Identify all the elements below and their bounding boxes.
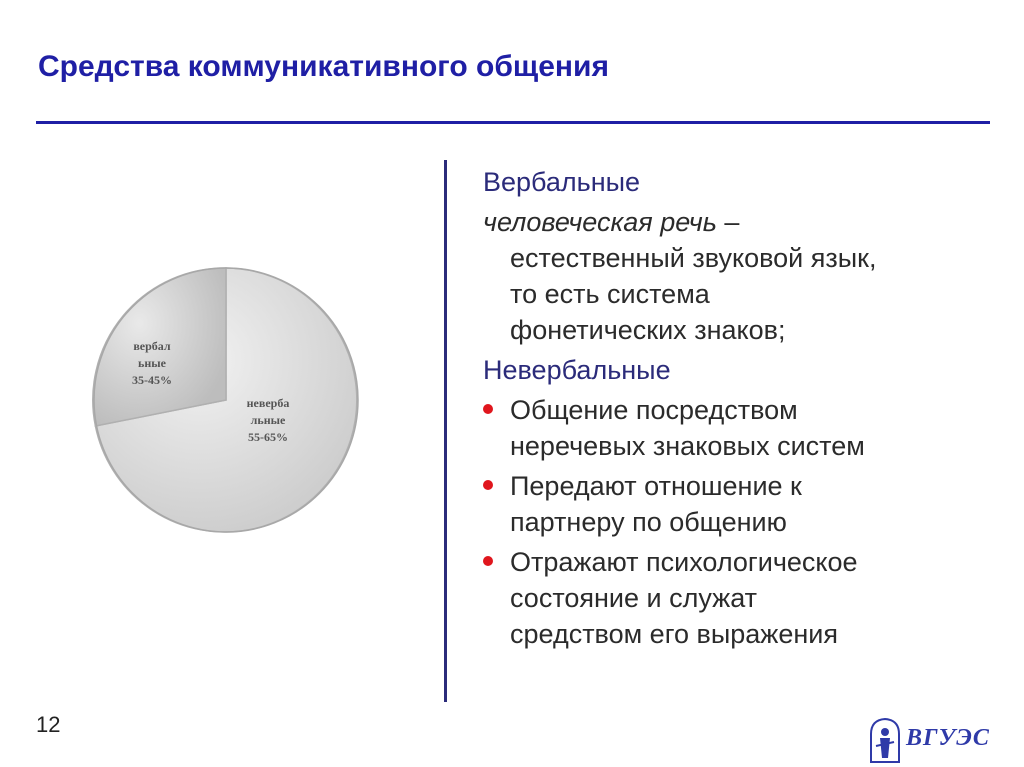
verbal-def-line: естественный звуковой язык, <box>510 243 877 273</box>
verbal-heading: Вербальные <box>483 167 641 197</box>
content-divider <box>444 160 447 702</box>
list-item-line: Отражают психологическое <box>510 547 858 577</box>
pie-label-verbal-3: 35-45% <box>132 373 172 387</box>
verbal-def-line: то есть система <box>510 279 710 309</box>
list-item-line: Общение посредством <box>510 395 798 425</box>
verbal-definition <box>483 204 1003 348</box>
list-item-line: средством его выражения <box>510 619 838 649</box>
list-item-line: состояние и служат <box>510 583 758 613</box>
list-item-line: партнеру по общению <box>510 507 787 537</box>
pie-label-nonverbal-2: льные <box>250 413 286 427</box>
university-logo <box>866 716 996 764</box>
nonverbal-heading: Невербальные <box>483 355 671 385</box>
page-number: 12 <box>36 712 61 737</box>
list-item-line: Передают отношение к <box>510 471 802 501</box>
bullet-icon <box>483 404 493 414</box>
verbal-term: человеческая речь <box>483 207 717 237</box>
pie-chart <box>92 266 360 534</box>
title-underline <box>36 121 990 124</box>
list-item <box>483 392 1003 464</box>
verbal-def-line: фонетических знаков; <box>510 315 786 345</box>
pie-label-verbal-2: ьные <box>138 356 166 370</box>
list-item <box>483 468 1003 540</box>
bullet-icon <box>483 480 493 490</box>
list-item-line: неречевых знаковых систем <box>510 431 865 461</box>
pie-label-nonverbal-3: 55-65% <box>248 430 288 444</box>
slide-title: Средства коммуникативного общения <box>38 50 609 83</box>
pie-label-verbal-1: вербал <box>133 339 171 353</box>
content-text <box>483 164 1003 656</box>
nonverbal-list <box>483 392 1003 652</box>
verbal-dash: – <box>716 207 740 237</box>
pie-label-nonverbal-1: неверба <box>246 396 290 410</box>
emblem-icon <box>866 716 904 764</box>
logo-text: ВГУЭС <box>906 725 990 751</box>
list-item <box>483 544 1003 652</box>
bullet-icon <box>483 556 493 566</box>
